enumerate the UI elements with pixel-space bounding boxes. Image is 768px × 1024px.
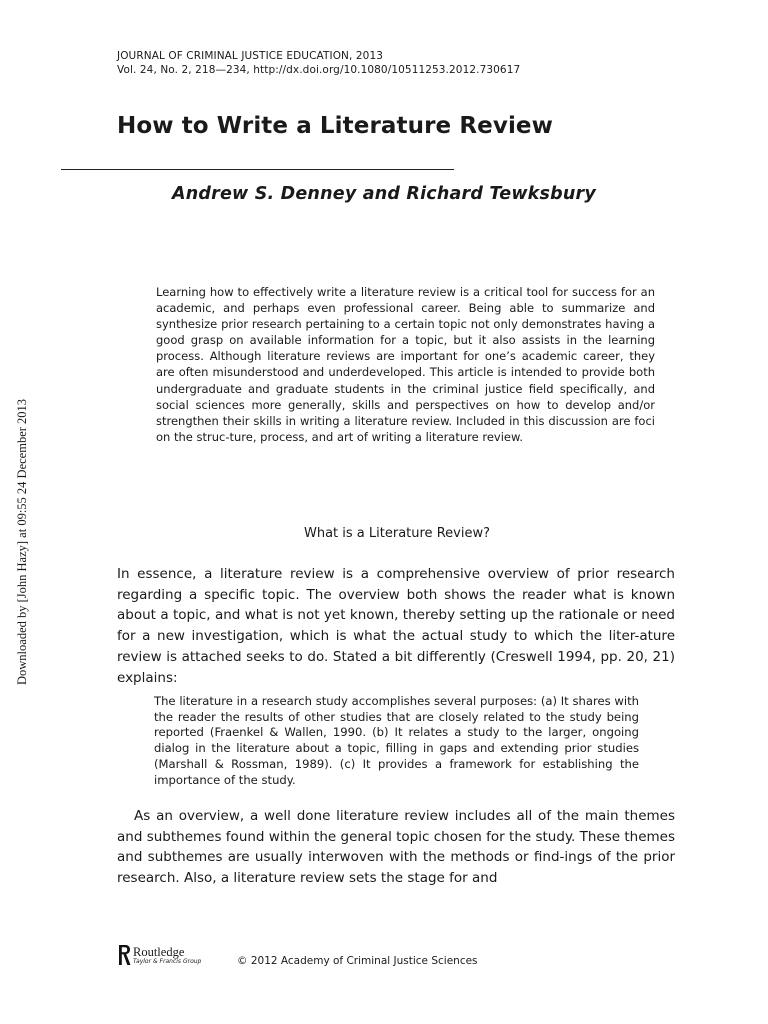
body-paragraph-2: As an overview, a well done literature review includes all of the main themes and subthemes found within the general topic chosen for the study. These themes and subthemes are usually interwoven with the methods or find-ings of the prior research. Also, a literature review sets the stage for and xyxy=(117,808,675,887)
journal-reference[interactable]: Vol. 24, No. 2, 218—234, http://dx.doi.org/10.1080/10511253.2012.730617 xyxy=(117,64,521,76)
body-paragraph-1: In essence, a literature review is a comprehensive overview of prior research regarding a specific topic. The overview both shows the reader what is known about a topic, and what is not yet known, thereby setting up the rationale or need for a new investigation, which is what the actual study to which the liter-ature review is attached seeks to do. Stated a bit differently (Creswell 1994, pp. 20, 21) explains: xyxy=(117,566,675,686)
section-heading: What is a Literature Review? xyxy=(304,526,490,541)
title-divider xyxy=(61,169,454,170)
publisher-name: Routledge xyxy=(133,945,185,959)
abstract: Learning how to effectively write a literature review is a critical tool for success for an academic, and perhaps even professional career. Being able to summarize and synthesize prior research pertaining to a certain topic not only demonstrates having a good grasp on available information for a topic, but it also assists in the learning process. Although literature reviews are important for one’s academic career, they are often misunderstood and underdeveloped. This article is intended to provide both undergraduate and graduate students in the criminal justice field specifically, and social sciences more generally, skills and perspectives on how to develop and/or strengthen their skills in writing a literature review. Included in this discussion are foci on the struc-ture, process, and art of writing a literature review. xyxy=(156,285,655,444)
block-quote: The literature in a research study accomplishes several purposes: (a) It shares with the reader the results of other studies that are closely related to the study being reported (Fraenkel & Wallen, 1990. (b) It relates a study to the larger, ongoing dialog in the literature about a topic, filling in gaps and extending prior studies (Marshall & Rossman, 1989). (c) It provides a framework for establishing the importance of the study. xyxy=(154,694,639,787)
download-margin-note xyxy=(14,345,34,685)
copyright-notice: © 2012 Academy of Criminal Justice Sciences xyxy=(237,955,478,967)
article-title: How to Write a Literature Review xyxy=(117,113,553,139)
download-margin-note-text: Downloaded by [John Hazy] at 09:55 24 December 2013 xyxy=(15,398,29,685)
publisher-subtitle: Taylor & Francis Group xyxy=(133,958,202,965)
article-authors: Andrew S. Denney and Richard Tewksbury xyxy=(172,184,596,204)
routledge-r-icon xyxy=(118,944,131,966)
journal-name: JOURNAL OF CRIMINAL JUSTICE EDUCATION, 2013 xyxy=(117,50,384,62)
